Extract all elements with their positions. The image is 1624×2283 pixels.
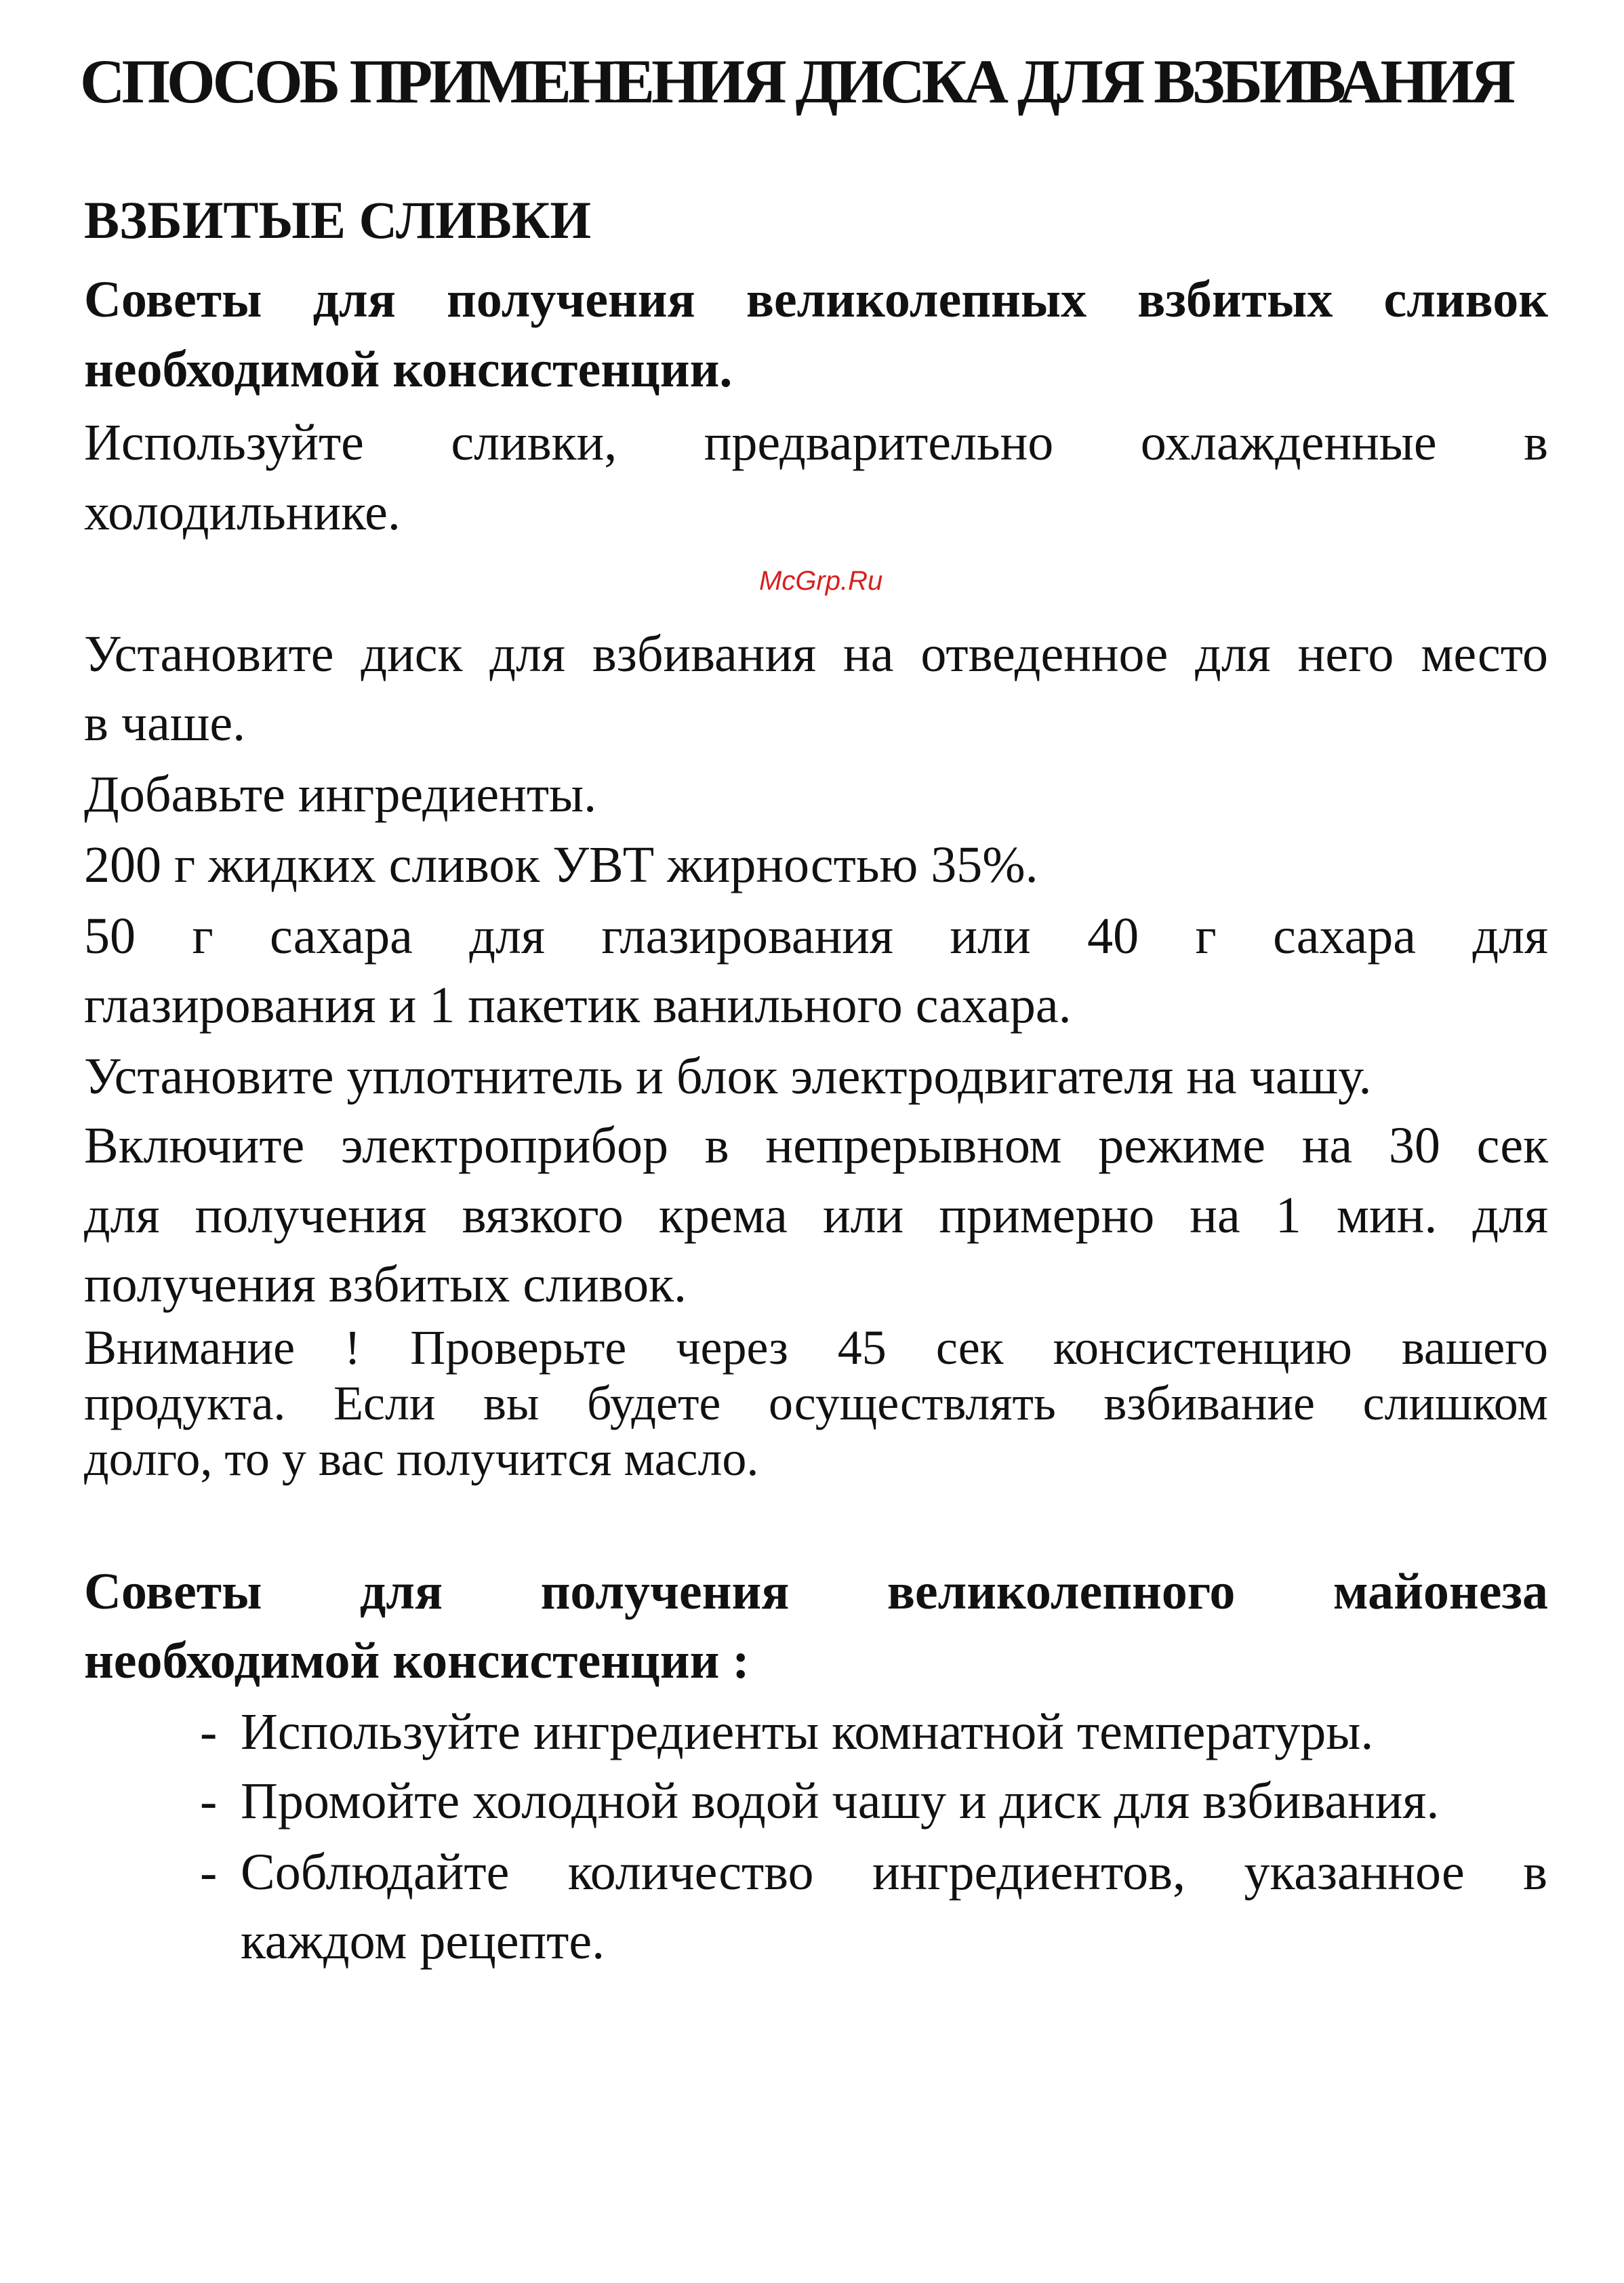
tips-cream-line: необходимой консистенции. bbox=[84, 341, 733, 398]
page-title: СПОСОБ ПРИМЕНЕНИЯ ДИСКА ДЛЯ ВЗБИВАНИЯ bbox=[80, 47, 1513, 116]
section-title: ВЗБИТЫЕ СЛИВКИ bbox=[84, 190, 592, 249]
list-dash: - bbox=[200, 1703, 218, 1760]
list-dash: - bbox=[200, 1773, 218, 1830]
cold-cream-line: Используйте сливки, предварительно охлажденные в bbox=[84, 414, 1548, 471]
list-item: каждом рецепте. bbox=[241, 1913, 605, 1970]
list-item: Используйте ингредиенты комнатной температуры. bbox=[241, 1703, 1374, 1760]
watermark: McGrp.Ru bbox=[759, 566, 883, 596]
step-line: Установите диск для взбивания на отведенное для него место bbox=[84, 626, 1548, 683]
list-item: Промойте холодной водой чашу и диск для взбивания. bbox=[241, 1773, 1440, 1830]
step-line: 50 г сахара для глазирования или 40 г сахара для bbox=[84, 908, 1548, 965]
list-dash: - bbox=[200, 1844, 218, 1901]
step-line: 200 г жидких сливок УВТ жирностью 35%. bbox=[84, 836, 1038, 893]
step-line: глазирования и 1 пакетик ванильного сахара. bbox=[84, 977, 1072, 1034]
tips-mayo-line: Советы для получения великолепного майонеза bbox=[84, 1563, 1548, 1620]
step-line: Установите уплотнитель и блок электродвигателя на чашу. bbox=[84, 1048, 1372, 1105]
list-item: Соблюдайте количество ингредиентов, указанное в bbox=[241, 1844, 1547, 1901]
warning-line: продукта. Если вы будете осуществлять взбивание слишком bbox=[84, 1376, 1548, 1430]
warning-line: Внимание ! Проверьте через 45 сек консистенцию вашего bbox=[84, 1320, 1548, 1375]
tips-mayo-line: необходимой консистенции : bbox=[84, 1632, 750, 1689]
step-line: Включите электроприбор в непрерывном режиме на 30 сек bbox=[84, 1117, 1548, 1174]
step-line: Добавьте ингредиенты. bbox=[84, 766, 597, 823]
cold-cream-line: холодильнике. bbox=[84, 484, 401, 541]
step-line: для получения вязкого крема или примерно на 1 мин. для bbox=[84, 1187, 1548, 1244]
step-line: получения взбитых сливок. bbox=[84, 1256, 687, 1313]
tips-cream-line: Советы для получения великолепных взбитых сливок bbox=[84, 271, 1548, 328]
warning-line: долго, то у вас получится масло. bbox=[84, 1432, 759, 1486]
step-line: в чаше. bbox=[84, 695, 246, 752]
